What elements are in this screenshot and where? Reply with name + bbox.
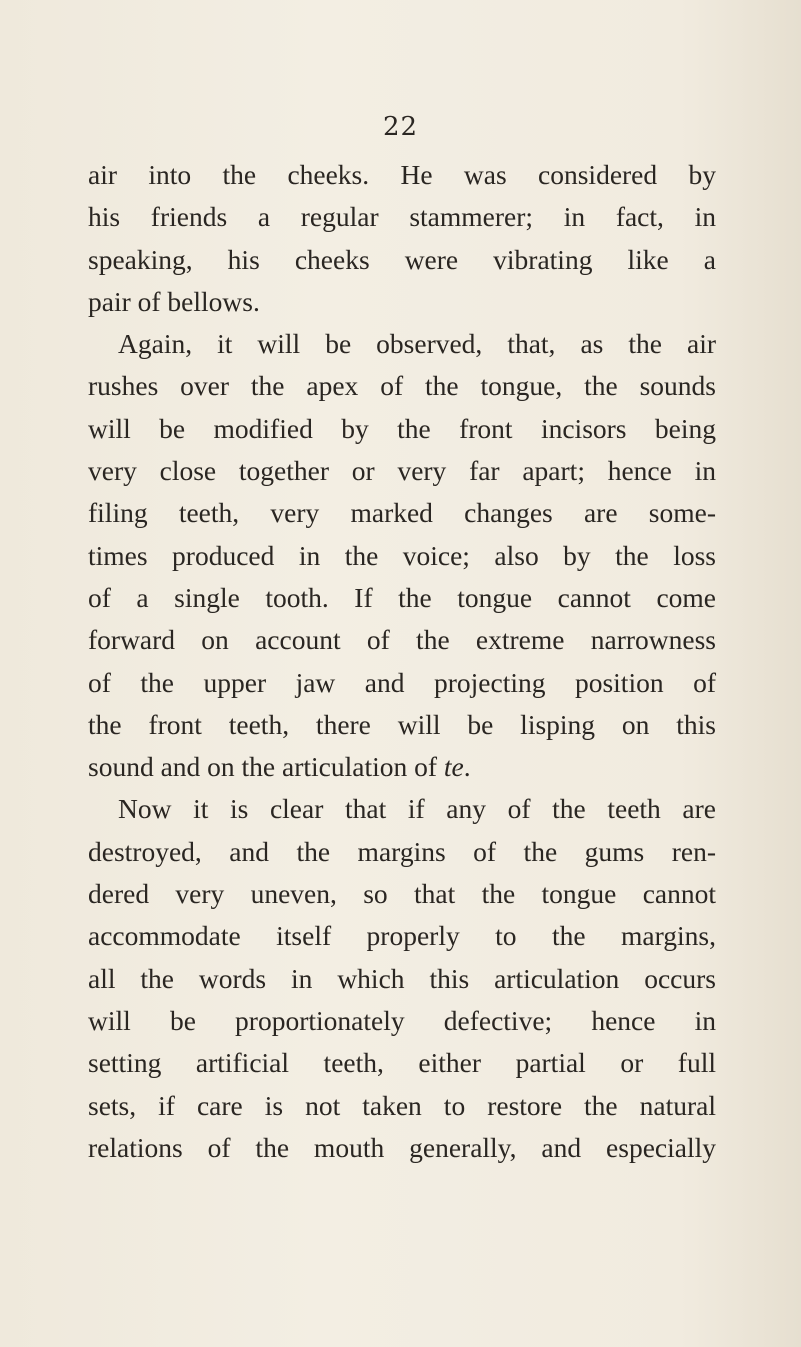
text-line: will be modified by the front incisors being <box>88 412 716 444</box>
punctuation: . <box>463 751 471 783</box>
text-line: relations of the mouth generally, and especially <box>88 1131 716 1163</box>
text-line: rushes over the apex of the tongue, the sounds <box>88 370 716 402</box>
text-line: the front teeth, there will be lisping on this <box>88 708 716 740</box>
body-text <box>88 154 716 1169</box>
italic-term: te <box>443 751 464 783</box>
text-line: dered very uneven, so that the tongue cannot <box>88 878 716 910</box>
text-line: will be proportionately defective; hence in <box>88 1004 716 1036</box>
page-number: 22 <box>382 112 419 142</box>
text-line: speaking, his cheeks were vibrating like a <box>88 243 716 275</box>
text-line: times produced in the voice; also by the loss <box>88 539 716 571</box>
text-line: filing teeth, very marked changes are some- <box>88 497 716 529</box>
text-line: setting artificial teeth, either partial or full <box>88 1047 716 1079</box>
text-line: air into the cheeks. He was considered by <box>88 159 716 190</box>
text-line: forward on account of the extreme narrowness <box>88 624 716 656</box>
text-line: very close together or very far apart; hence in <box>88 455 716 487</box>
text-line: pair of bellows. <box>88 285 260 317</box>
text-line: of a single tooth. If the tongue cannot come <box>88 581 716 613</box>
text-line <box>88 746 716 788</box>
text-line: Again, it will be observed, that, as the air <box>118 328 716 360</box>
text-fragment: sound and on the articulation of <box>88 751 438 783</box>
text-line: of the upper jaw and projecting position of <box>88 666 716 698</box>
text-line: accommodate itself properly to the margins, <box>88 920 716 952</box>
text-line: destroyed, and the margins of the gums ren- <box>88 835 716 867</box>
text-line: all the words in which this articulation occurs <box>88 962 716 994</box>
text-line: Now it is clear that if any of the teeth are <box>118 793 716 825</box>
text-line: his friends a regular stammerer; in fact, in <box>88 201 716 233</box>
text-line: sets, if care is not taken to restore the natural <box>88 1089 716 1121</box>
